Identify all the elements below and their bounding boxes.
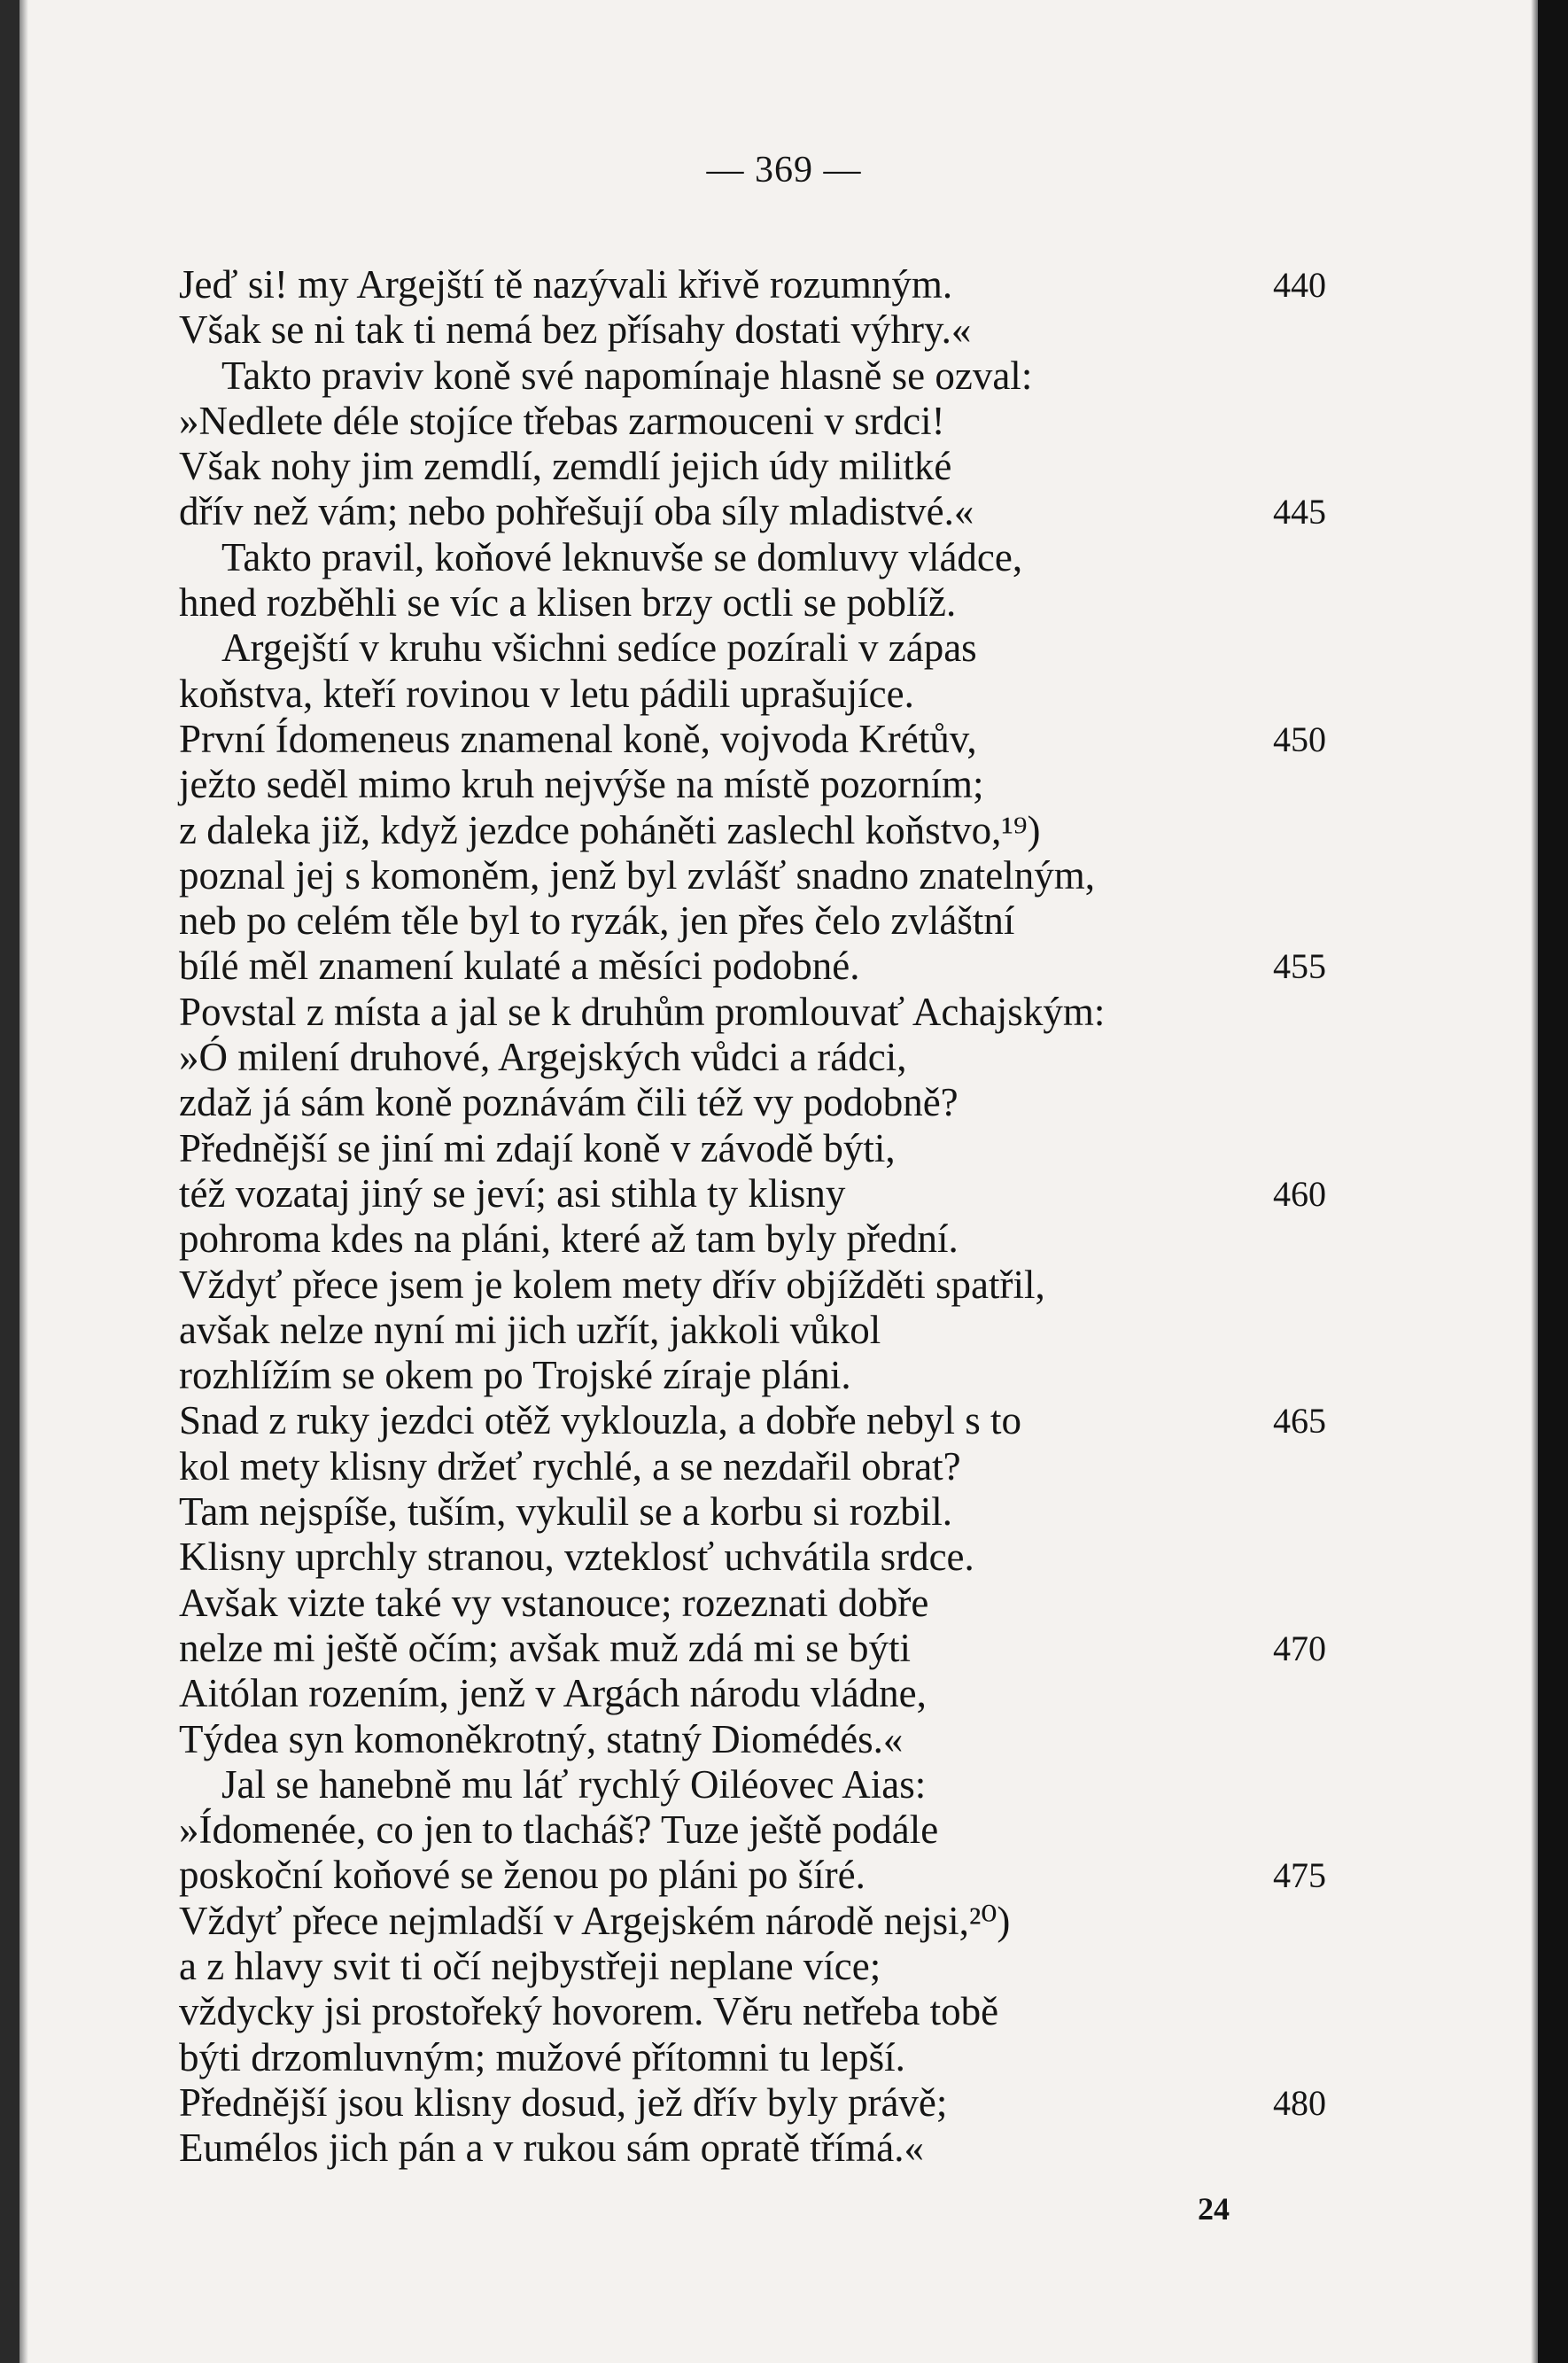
verse-line [179, 1899, 1348, 1944]
line-number: 470 [1273, 1628, 1326, 1668]
line-number: 460 [1273, 1173, 1326, 1214]
verse-line [179, 1308, 1348, 1353]
verse-line [179, 1535, 1348, 1580]
verse-text: dřív než vám; nebo pohřešují oba síly mladistvé.« [179, 489, 974, 534]
verse-text: poznal jej s komoněm, jenž byl zvlášť snadno znatelným, [179, 852, 1095, 898]
verse-line [179, 1444, 1348, 1489]
verse-text: kol mety klisny držeť rychlé, a se nezdařil obrat? [179, 1443, 961, 1489]
verse-text: koňstva, kteří rovinou v letu pádili uprašujíce. [179, 671, 914, 716]
verse-text: Přednější jsou klisny dosud, jež dřív byly právě; [179, 2079, 948, 2125]
verse-line [179, 898, 1348, 944]
page-number-header: — 369 — [706, 150, 862, 190]
verse-line [179, 853, 1348, 898]
verse-line [179, 944, 1348, 989]
verse-text: Takto pravil, koňové leknuvše se domluvy vládce, [221, 534, 1023, 579]
verse-line [179, 1126, 1348, 1171]
verse-line [179, 1263, 1348, 1308]
verse-text: »Ídomenée, co jen to tlacháš? Tuze ještě podále [179, 1807, 939, 1853]
verse-line [179, 1353, 1348, 1398]
verse-line [179, 1080, 1348, 1125]
verse-text: Snad z ruky jezdci otěž vyklouzla, a dobře nebyl s to [179, 1398, 1021, 1443]
verse-text: rozhlížím se okem po Trojské zíraje pláni. [179, 1353, 851, 1398]
verse-text: též vozataj jiný se jeví; asi stihla ty klisny [179, 1170, 846, 1216]
line-number: 475 [1273, 1855, 1326, 1896]
verse-line [179, 444, 1348, 489]
verse-line [179, 354, 1348, 399]
verse-line [179, 1581, 1348, 1626]
verse-text: Však se ni tak ti nemá bez přísahy dostati výhry.« [179, 307, 972, 353]
line-number: 450 [1273, 719, 1326, 759]
page-left-shadow [0, 0, 19, 2363]
verse-text: Tam nejspíše, tuším, vykulil se a korbu si rozbil. [179, 1489, 952, 1535]
verse-line [179, 2126, 1348, 2171]
line-number: 445 [1273, 492, 1326, 532]
verse-block [179, 262, 1348, 2171]
verse-text: Vždyť přece jsem je kolem mety dřív objížděti spatřil, [179, 1262, 1045, 1307]
verse-text: Přednější se jiní mi zdají koně v závodě býti, [179, 1125, 896, 1170]
verse-line [179, 990, 1348, 1035]
verse-line [179, 399, 1348, 444]
verse-text: nelze mi ještě očím; avšak muž zdá mi se býti [179, 1625, 911, 1670]
verse-text: ježto seděl mimo kruh nejvýše na místě pozorním; [179, 762, 984, 807]
page-left-gradient [19, 0, 28, 2363]
verse-line [179, 1717, 1348, 1762]
verse-text: Vždyť přece nejmladší v Argejském národě nejsi,²⁰) [179, 1898, 1011, 1943]
verse-line [179, 1035, 1348, 1080]
line-number: 455 [1273, 946, 1326, 987]
verse-text: Takto praviv koně své napomínaje hlasně se ozval: [221, 353, 1033, 398]
verse-text: avšak nelze nyní mi jich uzřít, jakkoli vůkol [179, 1307, 881, 1352]
verse-text: vždycky jsi prostořeký hovorem. Věru netřeba tobě [179, 1989, 999, 2034]
verse-text: poskoční koňové se ženou po pláni po šíré. [179, 1853, 866, 1898]
verse-text: Týdea syn komoněkrotný, statný Diomédés.« [179, 1716, 904, 1761]
verse-line [179, 1944, 1348, 1989]
verse-line [179, 489, 1348, 534]
verse-line [179, 535, 1348, 580]
verse-text: neb po celém těle byl to ryzák, jen přes čelo zvláštní [179, 898, 1015, 944]
verse-text: bílé měl znamení kulaté a měsíci podobné. [179, 944, 860, 989]
page-right-gradient [1531, 0, 1538, 2363]
verse-line [179, 808, 1348, 853]
verse-text: »Nedlete déle stojíce třebas zarmouceni v srdci! [179, 398, 945, 443]
verse-line [179, 1762, 1348, 1807]
verse-line [179, 262, 1348, 307]
verse-line [179, 1171, 1348, 1216]
verse-line [179, 762, 1348, 807]
verse-line [179, 672, 1348, 717]
verse-line [179, 1853, 1348, 1898]
verse-line [179, 307, 1348, 353]
signature-mark: 24 [1198, 2191, 1230, 2227]
verse-line [179, 1398, 1348, 1443]
verse-line [179, 580, 1348, 626]
verse-text: a z hlavy svit ti očí nejbystřeji neplane více; [179, 1943, 881, 1988]
verse-text: zdaž já sám koně poznávám čili též vy podobně? [179, 1080, 959, 1125]
verse-line [179, 1216, 1348, 1262]
page-right-shadow [1538, 0, 1568, 2363]
verse-text: Avšak vizte také vy vstanouce; rozeznati dobře [179, 1580, 929, 1625]
verse-text: hned rozběhli se víc a klisen brzy octli se poblíž. [179, 580, 957, 626]
verse-line [179, 717, 1348, 762]
verse-text: býti drzomluvným; mužové přítomni tu lepší. [179, 2034, 905, 2079]
verse-text: z daleka již, když jezdce poháněti zaslechl koňstvo,¹⁹) [179, 807, 1041, 852]
verse-line [179, 1989, 1348, 2034]
verse-line [179, 2035, 1348, 2080]
verse-line [179, 1671, 1348, 1716]
verse-text: Eumélos jich pán a v rukou sám opratě třímá.« [179, 2126, 925, 2171]
verse-line [179, 1489, 1348, 1535]
verse-line [179, 1626, 1348, 1671]
verse-text: Povstal z místa a jal se k druhům promlouvať Achajským: [179, 989, 1106, 1034]
verse-line [179, 626, 1348, 671]
verse-text: Jeď si! my Argejští tě nazývali křivě rozumným. [179, 262, 953, 307]
line-number: 465 [1273, 1401, 1326, 1442]
verse-text: Jal se hanebně mu láť rychlý Oiléovec Aias: [221, 1761, 927, 1807]
verse-text: První Ídomeneus znamenal koně, vojvoda Krétův, [179, 716, 977, 761]
line-number: 440 [1273, 265, 1326, 305]
line-number: 480 [1273, 2082, 1326, 2123]
verse-text: pohroma kdes na pláni, které až tam byly přední. [179, 1216, 959, 1262]
verse-line [179, 1807, 1348, 1853]
verse-text: »Ó milení druhové, Argejských vůdci a rádci, [179, 1035, 907, 1080]
verse-text: Však nohy jim zemdlí, zemdlí jejich údy militké [179, 444, 952, 489]
verse-text: Argejští v kruhu všichni sedíce pozírali v zápas [221, 626, 977, 671]
verse-text: Aitólan rozením, jenž v Argách národu vládne, [179, 1671, 927, 1716]
verse-text: Klisny uprchly stranou, vzteklosť uchvátila srdce. [179, 1535, 974, 1580]
verse-line [179, 2080, 1348, 2126]
